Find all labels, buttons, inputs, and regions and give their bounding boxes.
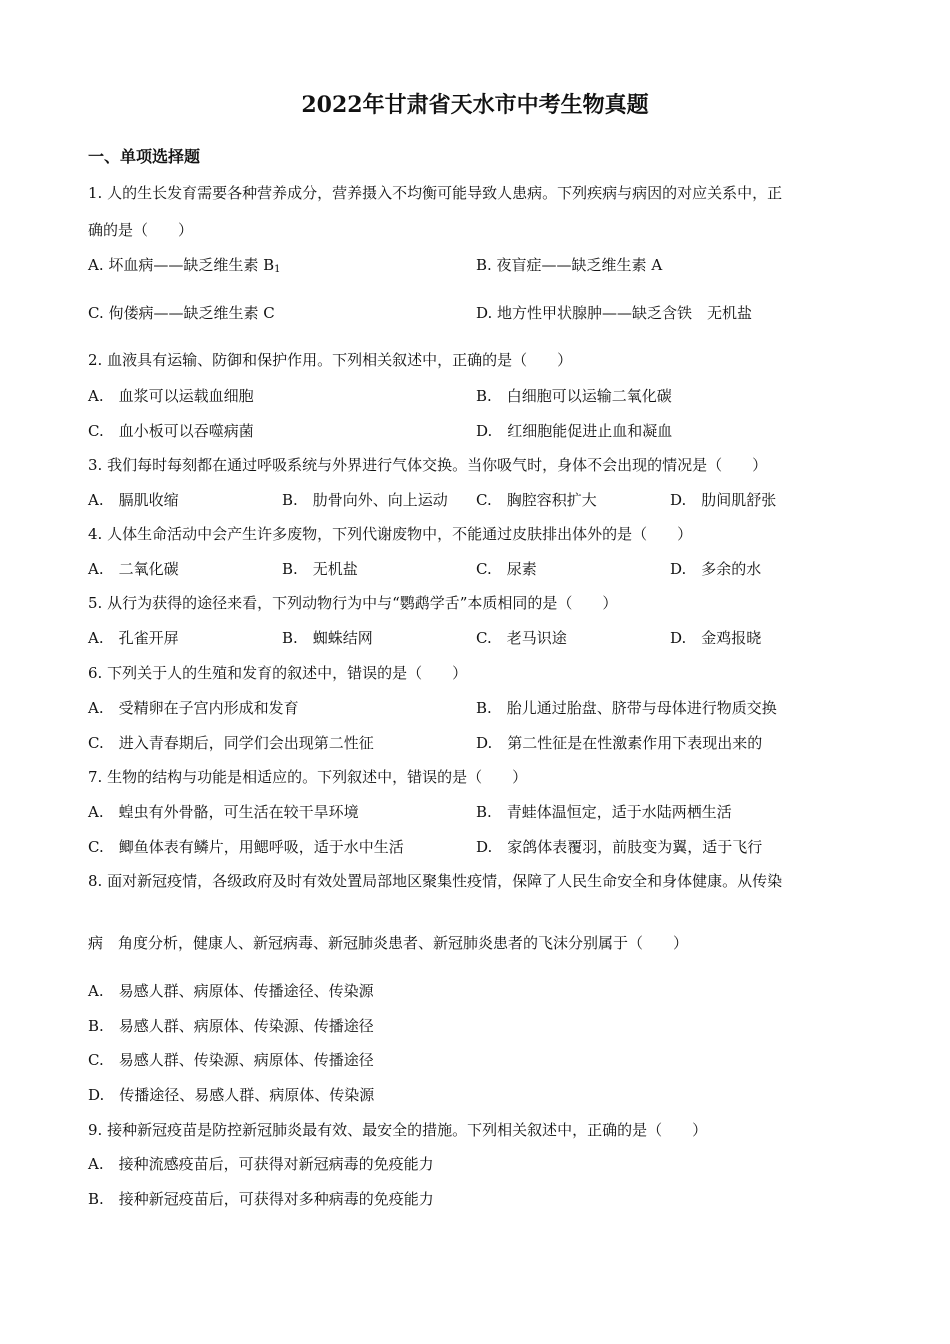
q4-option-a: A. 二氧化碳: [88, 560, 179, 578]
q3-stem: 3. 我们每时每刻都在通过呼吸系统与外界进行气体交换。当你吸气时，身体不会出现的情况是（ ）: [88, 456, 768, 474]
q1-option-c: C. 佝偻病——缺乏维生素 C: [88, 304, 275, 322]
q2-option-b: B. 白细胞可以运输二氧化碳: [476, 387, 672, 405]
q4-option-d: D. 多余的水: [670, 560, 762, 578]
q3-option-a: A. 膈肌收缩: [88, 491, 179, 509]
q5-option-c: C. 老马识途: [476, 629, 567, 647]
q4-stem: 4. 人体生命活动中会产生许多废物，下列代谢废物中，不能通过皮肤排出体外的是（ ）: [88, 525, 693, 543]
q2-option-c: C. 血小板可以吞噬病菌: [88, 422, 254, 440]
q5-option-b: B. 蜘蛛结网: [282, 629, 373, 647]
q6-option-a: A. 受精卵在子宫内形成和发育: [88, 699, 299, 717]
q1-option-a-subscript: 1: [274, 264, 281, 275]
q4-option-c: C. 尿素: [476, 560, 537, 578]
q9-option-b: B. 接种新冠疫苗后，可获得对多种病毒的免疫能力: [88, 1190, 434, 1208]
q5-stem: 5. 从行为获得的途径来看，下列动物行为中与“鹦鹉学舌”本质相同的是（ ）: [88, 594, 618, 612]
section-heading: 一、单项选择题: [88, 147, 201, 166]
q8-option-d: D. 传播途径、易感人群、病原体、传染源: [88, 1086, 375, 1104]
q2-option-d: D. 红细胞能促进止血和凝血: [476, 422, 673, 440]
q4-option-b: B. 无机盐: [282, 560, 358, 578]
q3-option-b: B. 肋骨向外、向上运动: [282, 491, 448, 509]
q1-option-b: B. 夜盲症——缺乏维生素 A: [476, 256, 663, 274]
q7-stem: 7. 生物的结构与功能是相适应的。下列叙述中，错误的是（ ）: [88, 768, 528, 786]
q7-option-a: A. 蝗虫有外骨骼，可生活在较干旱环境: [88, 803, 359, 821]
q7-option-b: B. 青蛙体温恒定，适于水陆两栖生活: [476, 803, 732, 821]
q3-option-d: D. 肋间肌舒张: [670, 491, 777, 509]
q6-stem: 6. 下列关于人的生殖和发育的叙述中，错误的是（ ）: [88, 664, 468, 682]
q5-option-a: A. 孔雀开屏: [88, 629, 179, 647]
q9-option-a: A. 接种流感疫苗后，可获得对新冠病毒的免疫能力: [88, 1155, 434, 1173]
q1-option-a-text: A. 坏血病——缺乏维生素 B: [88, 256, 275, 274]
q8-option-a: A. 易感人群、病原体、传播途径、传染源: [88, 982, 374, 1000]
q9-stem: 9. 接种新冠疫苗是防控新冠肺炎最有效、最安全的措施。下列相关叙述中，正确的是（ ）: [88, 1121, 708, 1139]
q6-option-c: C. 进入青春期后，同学们会出现第二性征: [88, 734, 374, 752]
q8-stem-line1: 8. 面对新冠疫情，各级政府及时有效处置局部地区聚集性疫情，保障了人民生命安全和身体健康。从传染: [88, 872, 783, 890]
q7-option-d: D. 家鸽体表覆羽，前肢变为翼，适于飞行: [476, 838, 763, 856]
q1-stem-line2: 确的是（ ）: [88, 221, 194, 239]
page-title: 2022年甘肃省天水市中考生物真题: [301, 92, 649, 118]
q1-option-d: D. 地方性甲状腺肿——缺乏含铁 无机盐: [476, 304, 753, 322]
q8-option-b: B. 易感人群、病原体、传染源、传播途径: [88, 1017, 374, 1035]
q8-option-c: C. 易感人群、传染源、病原体、传播途径: [88, 1051, 374, 1069]
q1-stem-line1: 1. 人的生长发育需要各种营养成分，营养摄入不均衡可能导致人患病。下列疾病与病因的对应关系中，正: [88, 184, 783, 202]
q6-option-b: B. 胎儿通过胎盘、脐带与母体进行物质交换: [476, 699, 777, 717]
q6-option-d: D. 第二性征是在性激素作用下表现出来的: [476, 734, 763, 752]
q7-option-c: C. 鲫鱼体表有鳞片，用鳃呼吸，适于水中生活: [88, 838, 404, 856]
q8-stem-line2: 病 角度分析，健康人、新冠病毒、新冠肺炎患者、新冠肺炎患者的飞沫分别属于（ ）: [88, 934, 689, 952]
q1-option-a: [88, 255, 281, 280]
q5-option-d: D. 金鸡报晓: [670, 629, 762, 647]
q3-option-c: C. 胸腔容积扩大: [476, 491, 597, 509]
q2-stem: 2. 血液具有运输、防御和保护作用。下列相关叙述中，正确的是（ ）: [88, 351, 573, 369]
q2-option-a: A. 血浆可以运载血细胞: [88, 387, 254, 405]
